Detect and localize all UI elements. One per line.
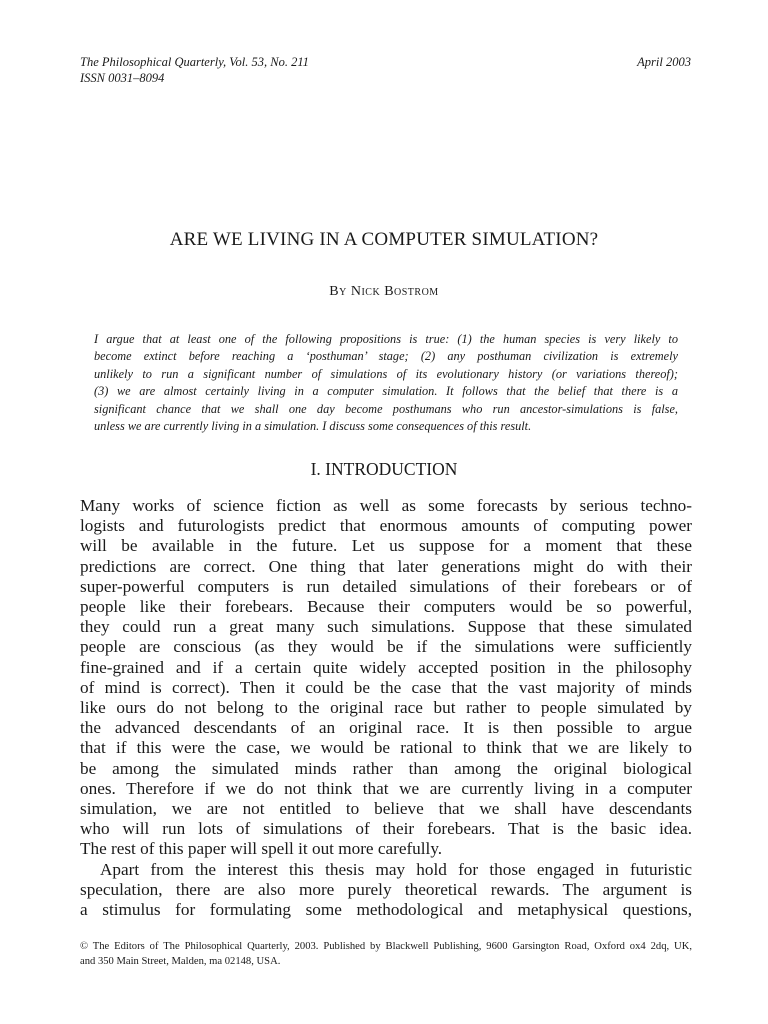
body-line: fine-grained and if a certain quite widely accepted position in the philosophy [80, 657, 692, 677]
copyright-line: and 350 Main Street, Malden, ma 02148, USA. [80, 956, 281, 967]
body-line: Apart from the interest this thesis may hold for those engaged in futuristic [100, 859, 692, 879]
body-line: will be available in the future. Let us suppose for a moment that these [80, 536, 692, 556]
body-line: people like their forebears. Because their computers would be so powerful, [80, 597, 692, 617]
body-line: the advanced descendants of an original race. It is then possible to argue [80, 718, 692, 738]
body-line: people are conscious (as they would be if the simulations were sufficiently [80, 637, 692, 657]
publication-date: April 2003 [637, 55, 691, 69]
body-line: that if this were the case, we would be rational to think that we are likely to [80, 738, 692, 758]
section-heading: I. INTRODUCTION [310, 459, 458, 479]
running-header-left [80, 54, 309, 86]
body-line: be among the simulated minds rather than among the original biological [80, 758, 692, 778]
copyright-footer [80, 939, 692, 969]
body-line: simulation, we are not entitled to believe that we shall have descendants [80, 799, 692, 819]
copyright-line: © The Editors of The Philosophical Quarterly, 2003. Published by Blackwell Publishing, 9600 Garsington Road, Oxford ox4 2dq, UK, [80, 941, 692, 952]
body-line: a stimulus for formulating some methodological and metaphysical questions, [80, 900, 692, 920]
body-line: Many works of science fiction as well as some forecasts by serious techno- [80, 496, 692, 515]
author-byline: By Nick Bostrom [329, 284, 439, 299]
body-line: super-powerful computers is run detailed simulations of their forebears or of [80, 576, 692, 596]
body-text [80, 496, 692, 920]
paper-title: ARE WE LIVING IN A COMPUTER SIMULATION? [169, 229, 599, 250]
body-line: The rest of this paper will spell it out more carefully. [80, 839, 443, 859]
abstract-line: significant chance that we shall one day become posthumans who run ancestor-simulations is false, [94, 401, 678, 416]
body-line: like ours do not belong to the original race but rather to people simulated by [80, 698, 692, 718]
body-line: of mind is correct). Then it could be the case that the vast majority of minds [80, 677, 692, 697]
issn: ISSN 0031–8094 [80, 71, 165, 85]
abstract-line: (3) we are almost certainly living in a computer simulation. It follows that the belief that there is a [94, 384, 678, 399]
body-line: predictions are correct. One thing that later generations might do with their [80, 556, 692, 576]
body-line: ones. Therefore if we do not think that we are currently living in a computer [80, 778, 692, 798]
body-line: logists and futurologists predict that enormous amounts of computing power [80, 516, 692, 536]
abstract [94, 331, 678, 435]
abstract-line: become extinct before reaching a ‘posthuman’ stage; (2) any posthuman civilization is extremely [94, 349, 678, 364]
body-line: speculation, there are also more purely theoretical rewards. The argument is [80, 879, 692, 899]
body-line: they could run a great many such simulations. Suppose that these simulated [80, 617, 692, 637]
body-line: who will run lots of simulations of their forebears. That is the basic idea. [80, 819, 692, 839]
journal-citation: The Philosophical Quarterly, Vol. 53, No. 211 [80, 55, 309, 69]
abstract-line: unlikely to run a significant number of simulations of its evolutionary history (or variations thereof); [94, 366, 678, 381]
abstract-line: unless we are currently living in a simulation. I discuss some consequences of this result. [94, 419, 532, 434]
abstract-line: I argue that at least one of the following propositions is true: (1) the human species is very likely to [94, 332, 678, 346]
